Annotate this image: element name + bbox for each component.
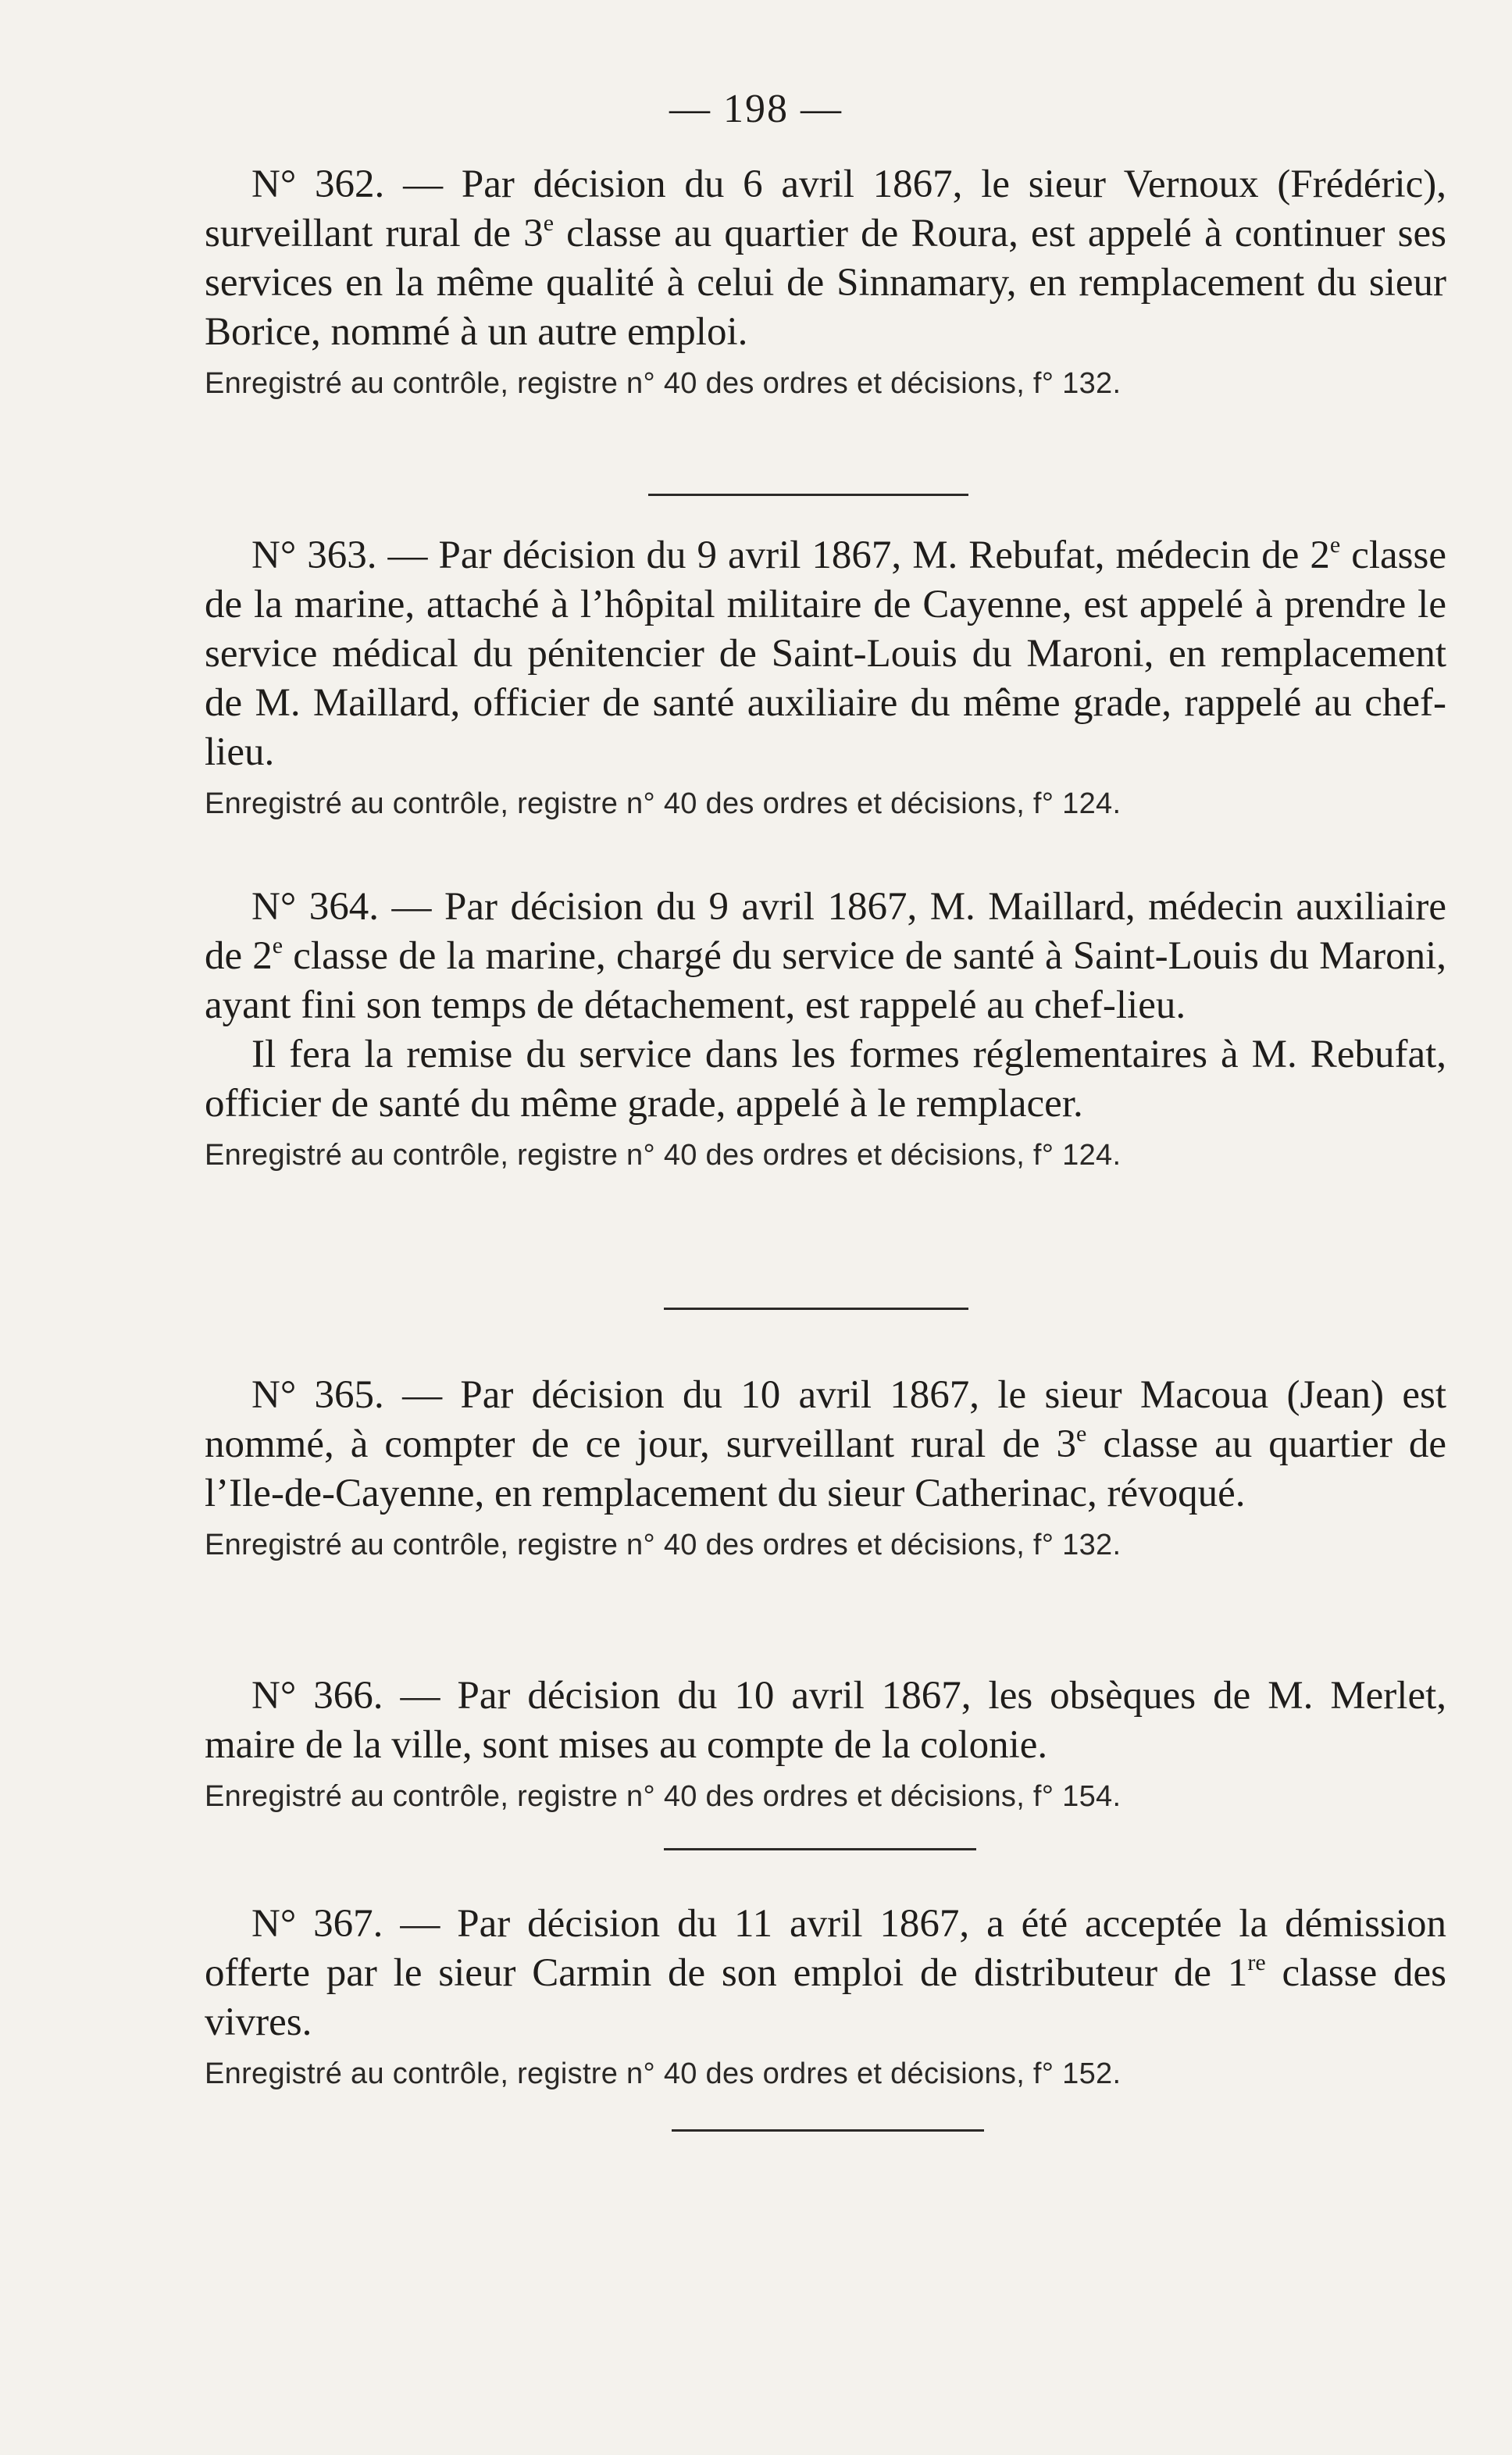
decision-text-part: — Par décision du 9 avril 1867, M. Rebufat, médecin de 2 xyxy=(387,533,1330,577)
decision-365 xyxy=(205,1371,1446,1565)
decision-text xyxy=(205,531,1446,777)
decision-text-part: — Par décision du 6 avril 1867, le sieur Vernoux (Frédéric), surveillant rural de 3 xyxy=(205,162,1447,255)
decision-366 xyxy=(205,1672,1446,1817)
decision-text-part: classe au quartier de Roura, est appelé à continuer ses services en la même qualité à celui de Sinnamary, en remplacement du sieur Borice, nommé à un autre emploi. xyxy=(205,212,1446,354)
registry-note: Enregistré au contrôle, registre n° 40 des ordres et décisions, f° 132. xyxy=(205,1529,1122,1561)
decision-text xyxy=(205,1900,1446,2047)
separator-rule xyxy=(648,494,968,496)
separator-rule xyxy=(664,1308,968,1310)
decision-number: N° 362. xyxy=(251,162,385,206)
registry-note: Enregistré au contrôle, registre n° 40 des ordres et décisions, f° 152. xyxy=(205,2057,1122,2090)
decision-text xyxy=(205,1672,1446,1770)
decision-text-part: — Par décision du 9 avril 1867, M. Maillard, médecin auxiliaire de 2 xyxy=(205,885,1446,978)
decision-text-part: — Par décision du 10 avril 1867, le sieur Macoua (Jean) est nommé, à compter de ce jour, surveillant rural de 3 xyxy=(205,1373,1446,1466)
decision-363 xyxy=(205,531,1446,824)
registry-note: Enregistré au contrôle, registre n° 40 des ordres et décisions, f° 124. xyxy=(205,787,1122,820)
ordinal-suffix: e xyxy=(1329,532,1341,558)
decision-text-part: — Par décision du 11 avril 1867, a été acceptée la démission offerte par le sieur Carmin de son emploi de distributeur de 1 xyxy=(205,1902,1447,1995)
ordinal-suffix: e xyxy=(1076,1421,1087,1447)
decision-text-part: classe de la marine, chargé du service de santé à Saint-Louis du Maroni, ayant fini son temps de détachement, est rappelé au chef-lieu. xyxy=(205,934,1446,1027)
page-number: — 198 — xyxy=(669,87,843,131)
decision-text xyxy=(205,1371,1446,1518)
decision-text xyxy=(205,160,1446,357)
separator-rule xyxy=(664,1848,976,1850)
decision-text-part: classe de la marine, attaché à l’hôpital militaire de Cayenne, est appelé à prendre le service médical du pénitencier de Saint-Louis du Maroni, en remplacement de M. Maillard, officier de santé auxiliaire du même grade, rappelé au chef-lieu. xyxy=(205,533,1446,774)
registry-note: Enregistré au contrôle, registre n° 40 des ordres et décisions, f° 124. xyxy=(205,1139,1122,1172)
decision-364 xyxy=(205,883,1446,1176)
decision-text-part: classe des vivres. xyxy=(205,1951,1446,2044)
decision-text-part: classe au quartier de l’Ile-de-Cayenne, en remplacement du sieur Catherinac, révoqué. xyxy=(205,1422,1447,1515)
decision-362 xyxy=(205,160,1446,404)
decision-number: N° 364. xyxy=(251,885,379,929)
ordinal-suffix: e xyxy=(272,933,284,958)
decision-number: N° 363. xyxy=(251,533,377,577)
ordinal-suffix: re xyxy=(1247,1950,1266,1975)
decision-number: N° 365. xyxy=(251,1373,384,1417)
decision-text xyxy=(205,883,1446,1030)
decision-text-paragraph-2: Il fera la remise du service dans les formes réglementaires à M. Rebufat, officier de santé du même grade, appelé à le remplacer. xyxy=(205,1033,1446,1126)
separator-rule xyxy=(672,2129,984,2132)
registry-note: Enregistré au contrôle, registre n° 40 des ordres et décisions, f° 132. xyxy=(205,367,1122,400)
decision-number: N° 367. xyxy=(251,1902,383,1946)
decision-number: N° 366. xyxy=(251,1674,383,1718)
registry-note: Enregistré au contrôle, registre n° 40 des ordres et décisions, f° 154. xyxy=(205,1780,1122,1813)
decision-text-part: — Par décision du 10 avril 1867, les obsèques de M. Merlet, maire de la ville, sont mises au compte de la colonie. xyxy=(205,1674,1447,1767)
ordinal-suffix: e xyxy=(543,210,555,236)
decision-367 xyxy=(205,1900,1446,2094)
